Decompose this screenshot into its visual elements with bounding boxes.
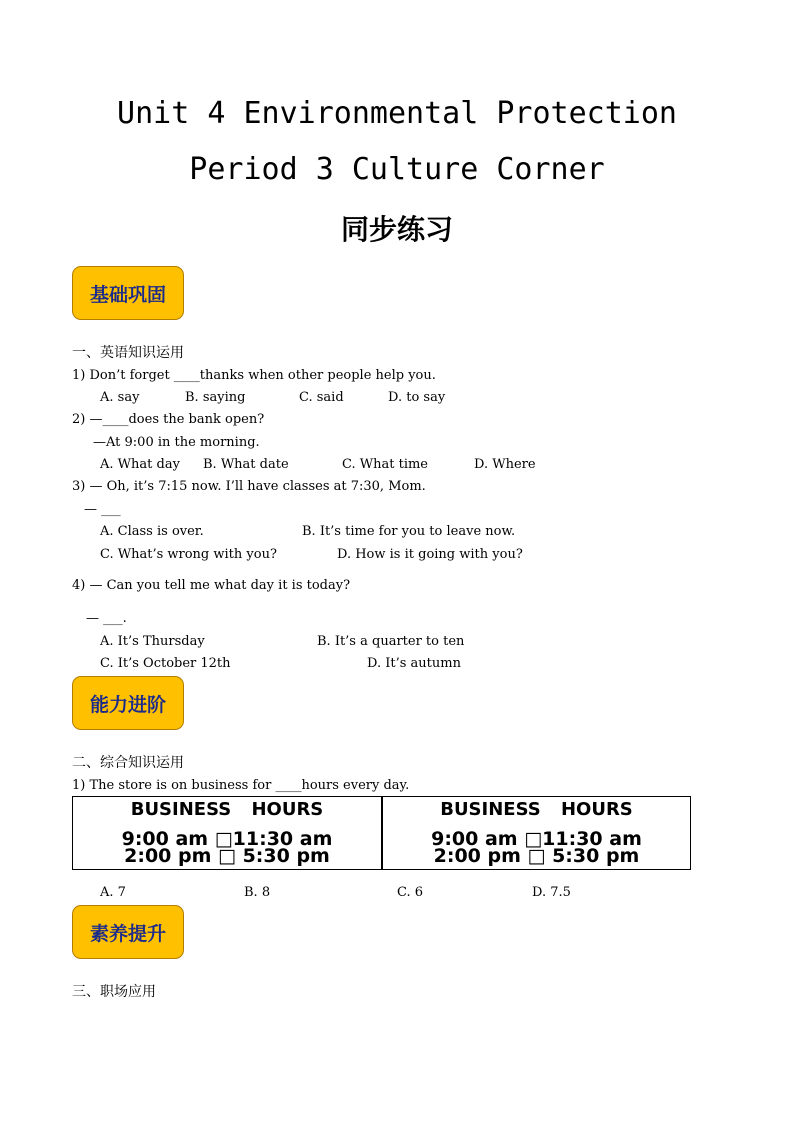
page-subtitle: Period 3 Culture Corner (189, 152, 605, 187)
business-hours-heading: BUSINESS HOURS (130, 799, 324, 820)
question-5-option-c: C. 6 (397, 885, 424, 900)
page-title: Unit 4 Environmental Protection (117, 96, 677, 131)
question-5-stem: 1) The store is on business for ____hours every day. (72, 778, 410, 793)
business-hours-morning: 9:00 am □11:30 am (431, 828, 642, 850)
question-4-option-b: B. It’s a quarter to ten (317, 634, 465, 649)
question-3-option-c: C. What’s wrong with you? (100, 547, 277, 562)
question-1-option-d: D. to say (388, 390, 446, 405)
question-2-option-c: C. What time (342, 457, 428, 472)
business-hours-heading: BUSINESS HOURS (440, 799, 633, 820)
badge-advanced: 能力进阶 (72, 676, 184, 730)
question-4-option-d: D. It’s autumn (367, 656, 461, 671)
badge-basic: 基础巩固 (72, 266, 184, 320)
question-3-option-a: A. Class is over. (100, 524, 204, 539)
question-4-stem: 4) — Can you tell me what day it is today? (72, 578, 351, 593)
section-heading-1: 一、英语知识运用 (72, 345, 184, 361)
business-hours-afternoon: 2:00 pm □ 5:30 pm (433, 845, 640, 867)
business-hours-box (382, 796, 691, 870)
question-5-option-a: A. 7 (100, 885, 126, 900)
question-3-option-d: D. How is it going with you? (337, 547, 523, 562)
exercise-title: 同步练习 (340, 213, 453, 246)
question-2-option-a: A. What day (100, 457, 180, 472)
question-1-option-c: C. said (299, 390, 344, 405)
question-3-option-b: B. It’s time for you to leave now. (302, 524, 516, 539)
question-2-option-d: D. Where (474, 457, 536, 472)
question-4-option-a: A. It’s Thursday (100, 634, 205, 649)
question-3-reply: — ___ (84, 502, 121, 517)
question-1-option-b: B. saying (185, 390, 246, 405)
question-1-stem: 1) Don’t forget ____thanks when other people help you. (72, 368, 436, 383)
question-1-option-a: A. say (100, 390, 140, 405)
question-3-stem: 3) — Oh, it’s 7:15 now. I’ll have classes at 7:30, Mom. (72, 479, 426, 494)
question-5-option-d: D. 7.5 (532, 885, 571, 900)
question-2-reply: —At 9:00 in the morning. (93, 435, 260, 450)
section-heading-3: 三、职场应用 (72, 984, 156, 1000)
business-hours-afternoon: 2:00 pm □ 5:30 pm (124, 845, 330, 867)
question-4-reply: — ___. (86, 611, 127, 626)
section-heading-2: 二、综合知识运用 (72, 755, 184, 771)
business-hours-morning: 9:00 am □11:30 am (121, 828, 333, 850)
badge-literacy: 素养提升 (72, 905, 184, 959)
question-2-option-b: B. What date (203, 457, 289, 472)
question-4-option-c: C. It’s October 12th (100, 656, 231, 671)
question-5-option-b: B. 8 (244, 885, 271, 900)
question-2-stem: 2) —____does the bank open? (72, 412, 265, 427)
business-hours-box (72, 796, 382, 870)
